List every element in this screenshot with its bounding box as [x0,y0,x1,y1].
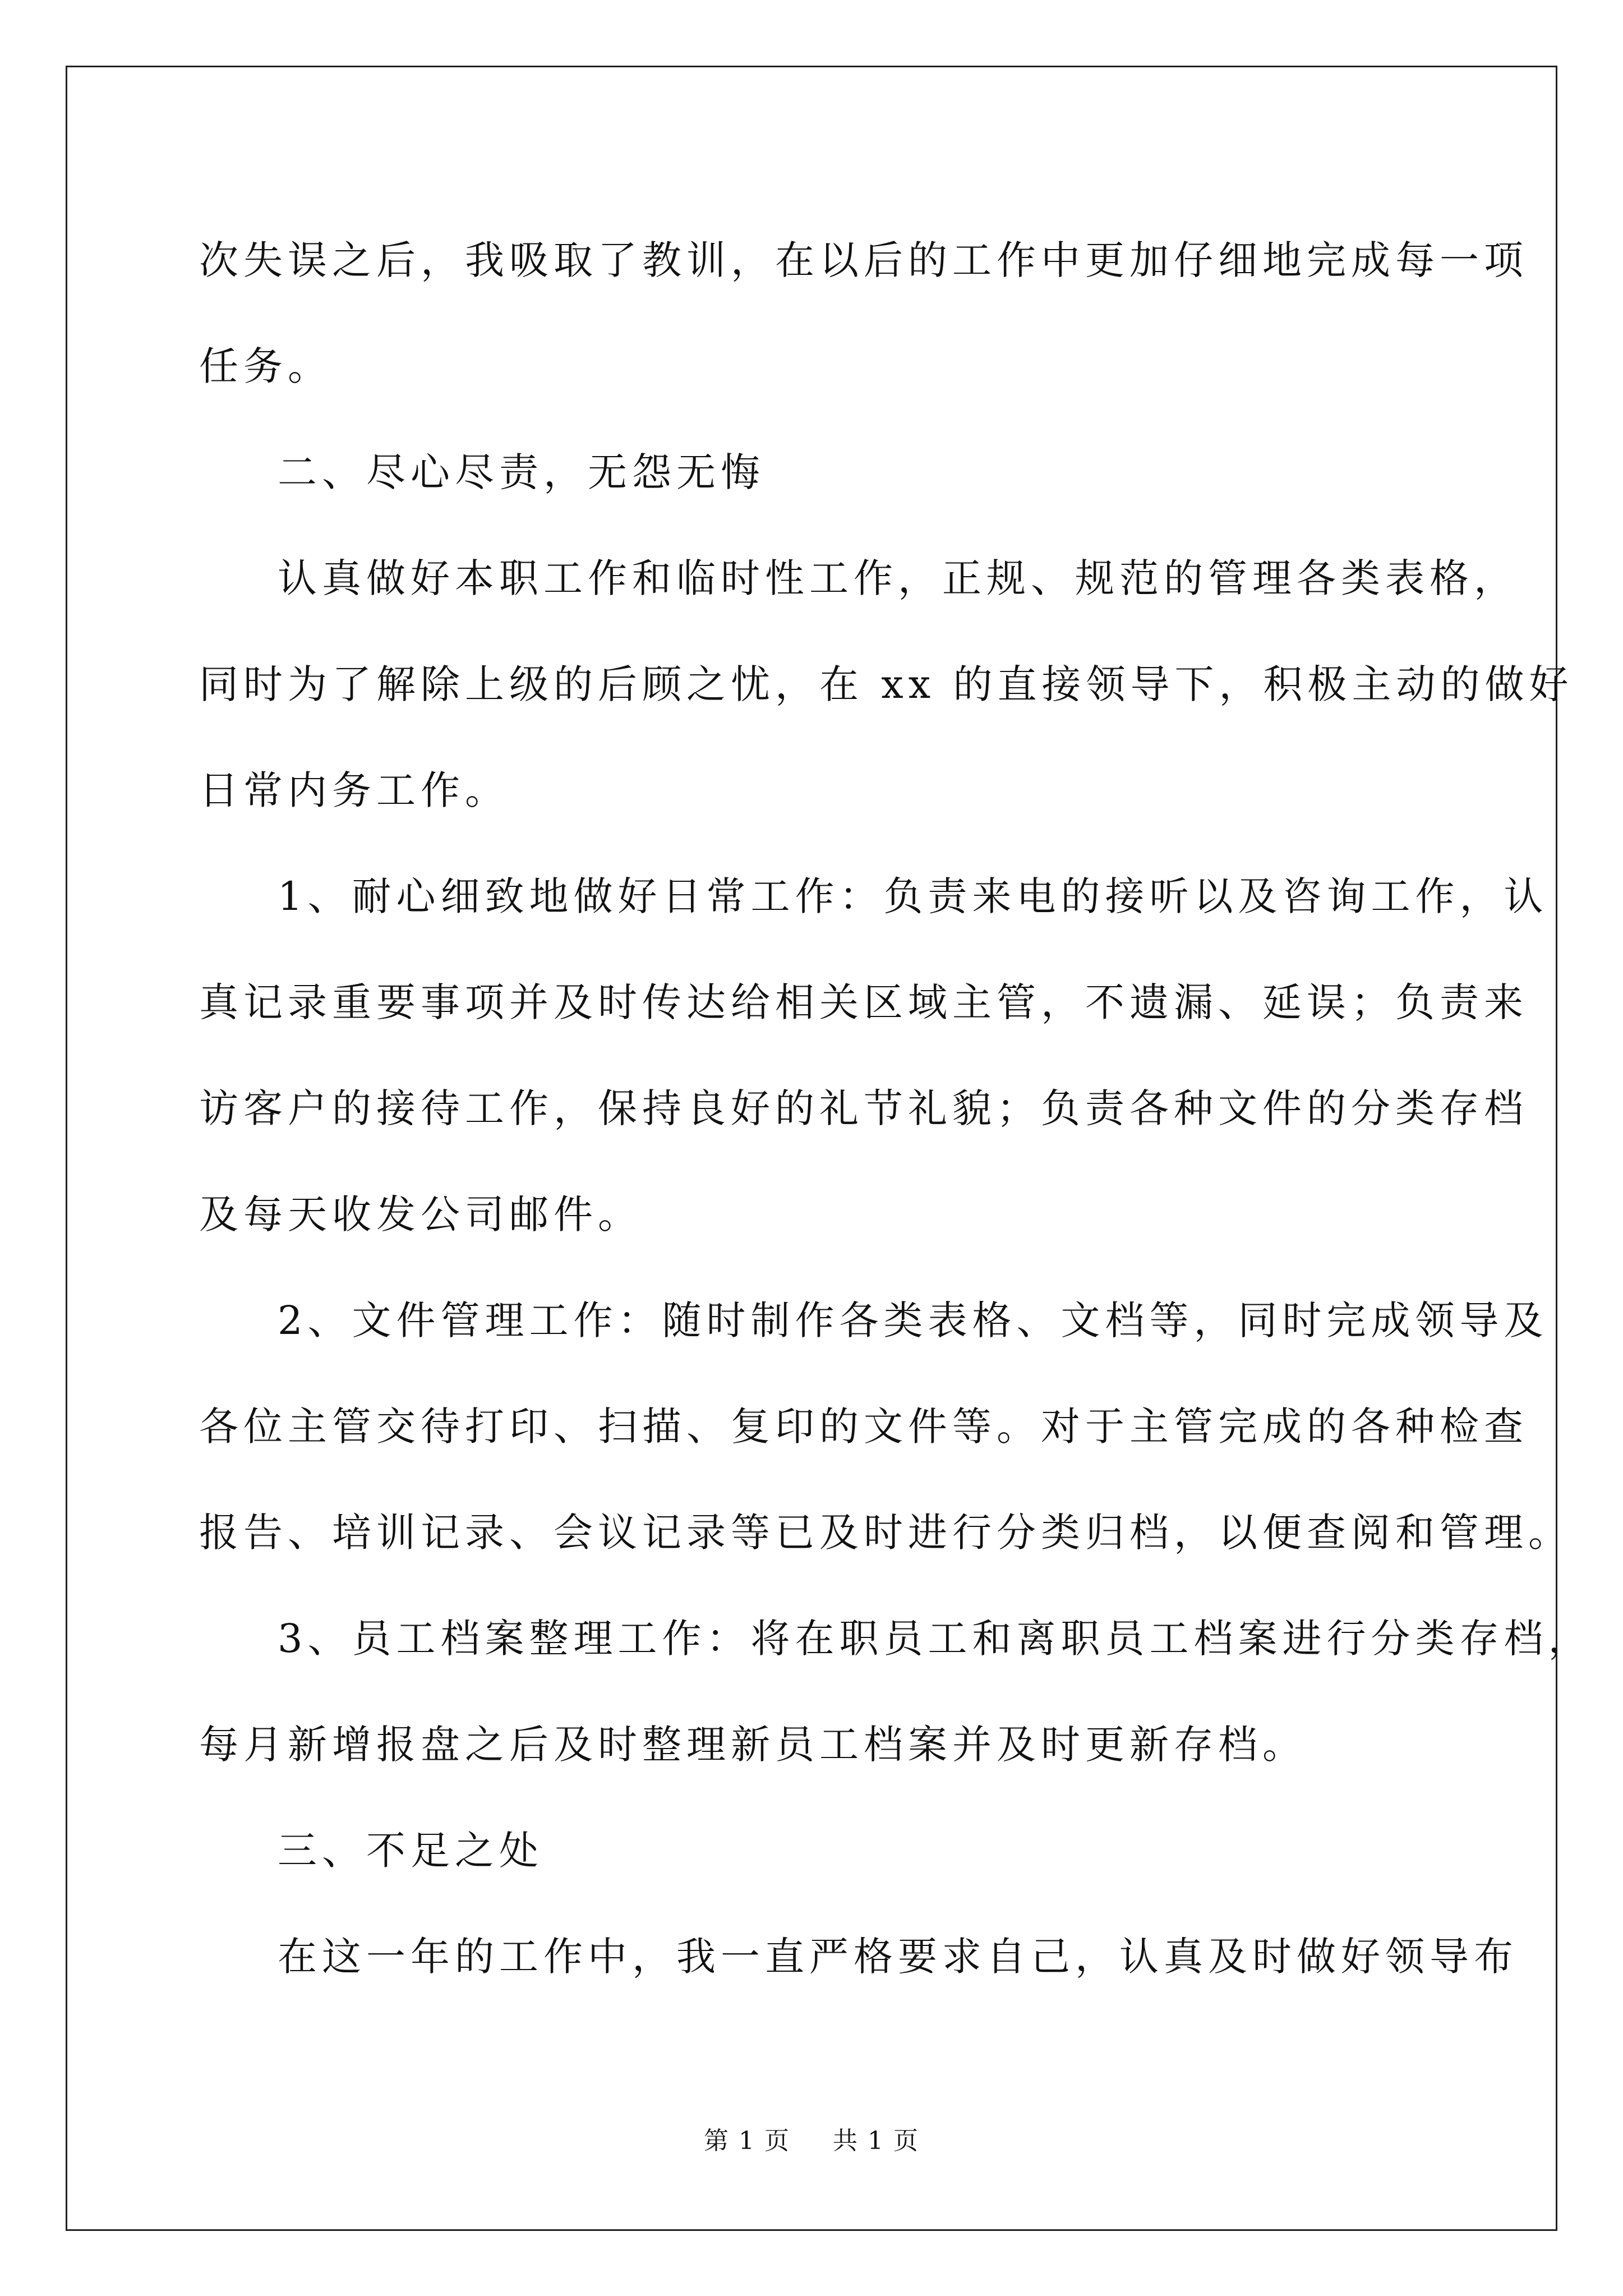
text-line: 2、文件管理工作：随时制作各类表格、文档等，同时完成领导及 [278,1297,1548,1343]
text-line: 1、耐心细致地做好日常工作：负责来电的接听以及咨询工作，认 [278,873,1548,919]
section-heading: 二、尽心尽责，无怨无悔 [278,449,765,495]
text-line: 访客户的接待工作，保持良好的礼节礼貌；负责各种文件的分类存档 [199,1085,1528,1131]
page-total: 共 1 页 [833,2127,919,2155]
text-line: 各位主管交待打印、扫描、复印的文件等。对于主管完成的各种检查 [199,1404,1528,1450]
document-body [199,208,1593,2010]
text-line: 任务。 [199,343,332,389]
text-line: 真记录重要事项并及时传达给相关区域主管，不遗漏、延误；负责来 [199,979,1528,1025]
section-heading: 三、不足之处 [278,1828,543,1874]
text-line: 每月新增报盘之后及时整理新员工档案并及时更新存档。 [199,1722,1307,1768]
text-line: 同时为了解除上级的后顾之忧，在 xx 的直接领导下，积极主动的做好 [199,661,1574,707]
text-line: 认真做好本职工作和临时性工作，正规、规范的管理各类表格， [278,555,1518,601]
text-line: 报告、培训记录、会议记录等已及时进行分类归档，以便查阅和管理。 [199,1510,1573,1556]
text-line: 及每天收发公司邮件。 [199,1191,642,1237]
page-number: 第 1 页 [704,2127,790,2155]
page-footer [0,2120,1623,2156]
text-line: 在这一年的工作中，我一直严格要求自己，认真及时做好领导布 [278,1934,1518,1980]
text-line: 日常内务工作。 [199,767,509,813]
text-line: 3、员工档案整理工作：将在职员工和离职员工档案进行分类存档， [278,1616,1593,1662]
text-line: 次失误之后，我吸取了教训，在以后的工作中更加仔细地完成每一项 [199,237,1528,283]
